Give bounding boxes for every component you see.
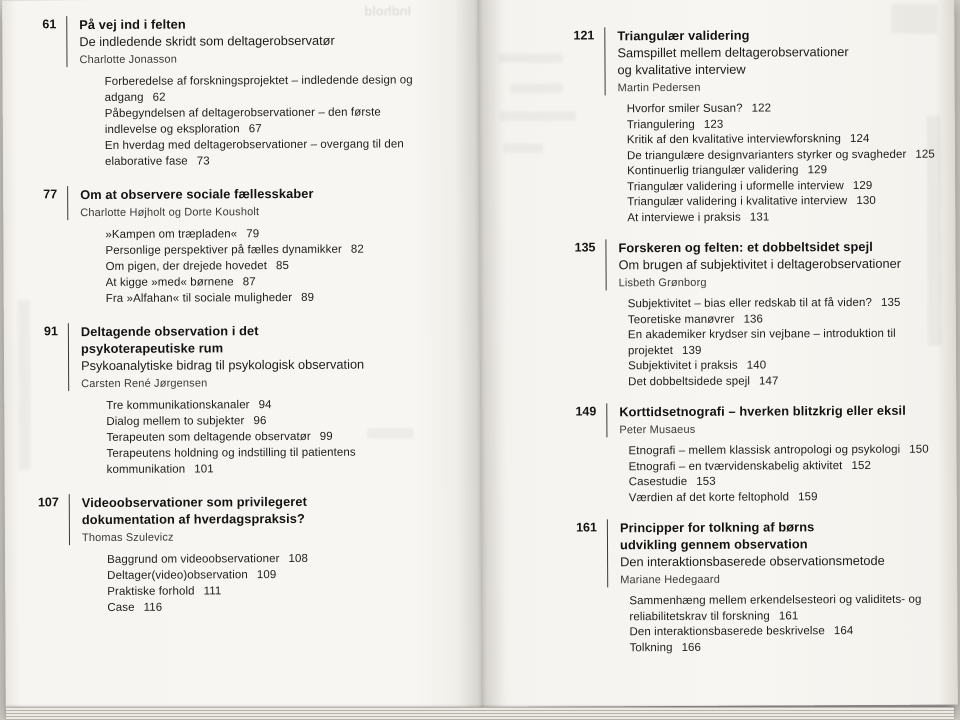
chapter-subtitle: Om brugen af subjektivitet i deltagerobservationer bbox=[618, 255, 901, 273]
entry-title: En hverdag med deltagerobservationer – overgang til den elaborative fase bbox=[104, 138, 404, 168]
toc-entry bbox=[629, 624, 953, 641]
chapter-title-block bbox=[605, 238, 951, 291]
toc-entry bbox=[629, 458, 953, 475]
entry-page-number: 109 bbox=[256, 569, 277, 582]
entry-page-number: 129 bbox=[852, 179, 873, 192]
entry-title: Triangulering bbox=[626, 118, 695, 131]
entry-title: Subjektivitet i praksis bbox=[628, 359, 738, 373]
chapter-entries bbox=[107, 550, 427, 616]
entry-page-number: 140 bbox=[746, 359, 767, 372]
entry-page-number: 150 bbox=[909, 443, 929, 456]
entry-title: De triangulære designvarianters styrker og svagheder bbox=[626, 148, 907, 162]
toc-chapter bbox=[34, 321, 427, 478]
chapter-heading bbox=[33, 184, 425, 220]
entry-title: Subjektivitet – bias eller redskab til at få viden? bbox=[627, 296, 872, 311]
entry-title: Påbegyndelsen af deltagerobservationer – den første indlevelse og eksploration bbox=[104, 106, 381, 136]
toc-entry bbox=[627, 132, 951, 149]
entry-page-number: 101 bbox=[194, 463, 214, 476]
chapter-heading bbox=[568, 402, 952, 438]
chapter-title-block bbox=[69, 492, 427, 545]
chapter-entries bbox=[629, 593, 953, 657]
chapter-title: Triangulær validering bbox=[617, 27, 750, 44]
entry-title: Dialog mellem to subjekter bbox=[106, 415, 245, 428]
entry-title: At interviewe i praksis bbox=[627, 211, 741, 224]
entry-title: Tolkning bbox=[629, 641, 673, 654]
entry-page-number: 62 bbox=[152, 91, 166, 104]
entry-page-number: 136 bbox=[743, 313, 764, 326]
entry-page-number: 123 bbox=[703, 118, 724, 131]
toc-entry bbox=[628, 443, 952, 460]
entry-page-number: 89 bbox=[301, 291, 315, 304]
entry-page-number: 94 bbox=[258, 399, 272, 412]
chapter-subtitle: De indledende skridt som deltagerobservatør bbox=[79, 32, 335, 50]
toc-entry bbox=[107, 550, 427, 568]
toc-entry bbox=[105, 104, 425, 138]
chapter-page-number: 61 bbox=[42, 17, 57, 32]
entry-title: Terapeutens holdning og indstilling til patientens kommunikation bbox=[106, 446, 356, 476]
entry-title: Forberedelse af forskningsprojektet – indledende design og adgang bbox=[104, 74, 413, 104]
chapter-subtitle: Den interaktionsbaserede observationsmetode bbox=[620, 552, 885, 570]
toc-entry bbox=[627, 116, 951, 133]
toc-entry bbox=[628, 327, 952, 360]
entry-page-number: 130 bbox=[856, 194, 876, 208]
entry-title: Fra »Alfahan« til sociale muligheder bbox=[105, 291, 293, 305]
toc-entry bbox=[106, 444, 426, 478]
toc-entry bbox=[105, 72, 425, 106]
entry-title: Teoretiske manøvrer bbox=[627, 313, 735, 326]
chapter-title-block bbox=[606, 402, 952, 438]
chapter-author: Thomas Szulevicz bbox=[81, 531, 174, 545]
chapter-entries bbox=[105, 72, 425, 170]
toc-entry bbox=[629, 489, 953, 506]
entry-page-number: 164 bbox=[833, 625, 854, 638]
entry-title: Case bbox=[107, 601, 135, 614]
open-book-spread bbox=[2, 0, 958, 709]
chapter-page-number: 161 bbox=[576, 520, 597, 535]
entry-title: Personlige perspektiver på fælles dynamikker bbox=[105, 243, 342, 257]
entry-title: Baggrund om videoobservationer bbox=[107, 553, 280, 566]
entry-page-number: 152 bbox=[851, 459, 872, 472]
chapter-subtitle: Samspillet mellem deltagerobservationer og kvalitative interview bbox=[617, 44, 849, 78]
toc-entry bbox=[629, 474, 953, 491]
toc-entry bbox=[106, 257, 426, 275]
toc-entry bbox=[630, 639, 954, 656]
bleed-through-artifact bbox=[891, 4, 937, 34]
entry-title: Triangulær validering i kvalitative interview bbox=[627, 195, 848, 209]
entry-title: Sammenhæng mellem erkendelsesteori og validitets- og reliabilitetskrav til forskning bbox=[629, 593, 922, 623]
chapter-heading bbox=[566, 26, 950, 96]
chapter-title-block bbox=[66, 14, 424, 67]
bleed-through-artifact bbox=[498, 54, 562, 63]
entry-title: Triangulær validering i uformelle interview bbox=[627, 179, 844, 193]
entry-page-number: 79 bbox=[246, 228, 260, 241]
chapter-title: Forskeren og felten: et dobbeltsidet spejl bbox=[618, 238, 873, 256]
entry-page-number: 116 bbox=[143, 601, 163, 614]
toc-chapter bbox=[568, 402, 953, 507]
entry-page-number: 166 bbox=[681, 641, 702, 654]
toc-chapter bbox=[569, 518, 954, 657]
chapter-title: På vej ind i felten bbox=[79, 16, 186, 33]
chapter-author: Charlotte Højholt og Dorte Kousholt bbox=[80, 206, 260, 220]
entry-page-number: 111 bbox=[203, 585, 222, 598]
toc-entry bbox=[627, 163, 951, 180]
entry-title: »Kampen om træpladen« bbox=[105, 228, 238, 241]
entry-page-number: 108 bbox=[288, 552, 309, 566]
entry-title: Den interaktionsbaserede beskrivelse bbox=[629, 625, 825, 639]
entry-page-number: 73 bbox=[196, 155, 210, 168]
chapter-title: Om at observere sociale fællesskaber bbox=[80, 185, 314, 203]
entry-title: Hvorfor smiler Susan? bbox=[626, 102, 743, 116]
entry-page-number: 85 bbox=[275, 259, 290, 273]
entry-page-number: 147 bbox=[758, 374, 779, 388]
left-page bbox=[2, 0, 482, 709]
entry-page-number: 161 bbox=[778, 609, 799, 622]
toc-chapter bbox=[567, 238, 952, 391]
toc-entry bbox=[106, 412, 426, 430]
bleed-through-artifact bbox=[511, 84, 563, 93]
chapter-entries bbox=[627, 101, 952, 227]
chapter-page-number: 91 bbox=[43, 324, 58, 339]
toc-chapter bbox=[32, 14, 425, 170]
chapter-title: Videoobservationer som privilegeret dokumentation af hverdagspraksis? bbox=[81, 493, 307, 528]
toc-entry bbox=[627, 194, 951, 211]
entry-page-number: 122 bbox=[751, 102, 772, 115]
toc-entry bbox=[107, 566, 427, 584]
entry-page-number: 96 bbox=[253, 415, 267, 428]
chapter-entries bbox=[628, 443, 952, 507]
toc-entry bbox=[628, 358, 952, 375]
entry-title: Etnografi – mellem klassisk antropologi og psykologi bbox=[628, 443, 901, 458]
toc-entry bbox=[106, 289, 426, 307]
entry-title: Det dobbeltsidede spejl bbox=[628, 375, 751, 388]
toc-entry bbox=[628, 296, 952, 313]
entry-page-number: 129 bbox=[807, 164, 828, 177]
chapter-title: Korttidsetnografi – hverken blitzkrig eller eksil bbox=[619, 402, 906, 420]
chapter-author: Lisbeth Grønborg bbox=[618, 276, 707, 290]
right-page bbox=[478, 0, 958, 707]
entry-page-number: 124 bbox=[849, 132, 870, 146]
entry-title: Værdien af det korte feltophold bbox=[628, 490, 790, 504]
chapter-title-block bbox=[604, 26, 950, 96]
entry-page-number: 67 bbox=[248, 123, 262, 136]
chapter-entries bbox=[628, 296, 952, 391]
bleed-through-artifact bbox=[500, 111, 576, 120]
toc-entry bbox=[628, 373, 952, 390]
chapter-heading bbox=[569, 518, 953, 588]
chapter-heading bbox=[567, 238, 951, 291]
left-toc-column bbox=[32, 14, 427, 632]
chapter-title: Deltagende observation i det psykoterapeutiske rum bbox=[80, 323, 259, 357]
bleed-through-artifact bbox=[18, 300, 31, 470]
entry-page-number: 153 bbox=[696, 475, 716, 488]
bleed-through-artifact bbox=[927, 116, 942, 346]
bleed-through-artifact bbox=[367, 428, 413, 438]
entry-title: Kritik af den kvalitative interviewforskning bbox=[626, 133, 841, 147]
chapter-author: Mariane Hedegaard bbox=[620, 573, 721, 587]
chapter-author: Charlotte Jonasson bbox=[79, 53, 177, 67]
toc-entry bbox=[105, 241, 425, 259]
chapter-page-number: 107 bbox=[37, 495, 59, 510]
chapter-title: Principper for tolkning af børns udvikling gennem observation bbox=[619, 519, 815, 553]
toc-chapter bbox=[35, 492, 428, 616]
toc-entry bbox=[105, 225, 425, 243]
chapter-title-block bbox=[68, 321, 426, 391]
entry-page-number: 159 bbox=[798, 490, 818, 503]
entry-page-number: 131 bbox=[749, 210, 770, 224]
chapter-heading bbox=[35, 492, 427, 545]
page-stack-edge bbox=[6, 707, 954, 720]
chapter-title-block bbox=[607, 518, 953, 588]
chapter-subtitle: Psykoanalytiske bidrag til psykologisk observation bbox=[81, 356, 365, 374]
chapter-page-number: 149 bbox=[575, 404, 597, 419]
entry-title: Etnografi – en tværvidenskabelig aktivitet bbox=[628, 459, 843, 473]
entry-page-number: 125 bbox=[915, 148, 935, 161]
entry-title: Deltager(video)observation bbox=[107, 569, 248, 582]
entry-title: Tre kommunikationskanaler bbox=[106, 399, 250, 412]
chapter-title-block bbox=[67, 184, 425, 220]
entry-title: Kontinuerlig triangulær validering bbox=[627, 164, 799, 178]
toc-entry bbox=[627, 101, 951, 118]
entry-title: Casestudie bbox=[628, 475, 688, 489]
toc-entry bbox=[107, 582, 427, 600]
chapter-entries bbox=[105, 225, 425, 307]
toc-entry bbox=[628, 311, 952, 328]
entry-title: Praktiske forhold bbox=[107, 585, 195, 598]
toc-chapter bbox=[33, 184, 426, 307]
entry-page-number: 87 bbox=[242, 276, 256, 289]
chapter-author: Peter Musaeus bbox=[619, 423, 696, 437]
toc-entry bbox=[627, 209, 951, 226]
toc-chapter bbox=[566, 26, 951, 227]
chapter-heading bbox=[32, 14, 424, 67]
chapter-page-number: 135 bbox=[574, 240, 596, 255]
entry-page-number: 99 bbox=[319, 430, 333, 443]
toc-entry bbox=[627, 147, 951, 164]
entry-title: Om pigen, der drejede hovedet bbox=[105, 260, 268, 273]
bleed-through-text: Indhold bbox=[364, 3, 412, 19]
chapter-author: Martin Pedersen bbox=[617, 81, 701, 95]
right-toc-column bbox=[566, 26, 953, 670]
chapter-author: Carsten René Jørgensen bbox=[81, 377, 208, 391]
toc-entry bbox=[627, 178, 951, 195]
entry-title: En akademiker krydser sin vejbane – introduktion til projektet bbox=[627, 327, 896, 357]
entry-title: At kigge »med« børnene bbox=[105, 276, 234, 289]
entry-page-number: 139 bbox=[681, 344, 702, 357]
entry-title: Terapeuten som deltagende observatør bbox=[106, 430, 311, 444]
chapter-heading bbox=[34, 321, 426, 391]
chapter-page-number: 77 bbox=[43, 187, 58, 202]
chapter-page-number: 121 bbox=[573, 28, 595, 43]
entry-page-number: 82 bbox=[350, 243, 364, 256]
toc-entry bbox=[106, 396, 426, 414]
toc-entry bbox=[629, 593, 953, 626]
bleed-through-artifact bbox=[503, 144, 543, 153]
entry-page-number: 135 bbox=[880, 296, 901, 309]
toc-entry bbox=[107, 598, 427, 616]
toc-entry bbox=[105, 136, 425, 170]
toc-entry bbox=[106, 273, 426, 291]
